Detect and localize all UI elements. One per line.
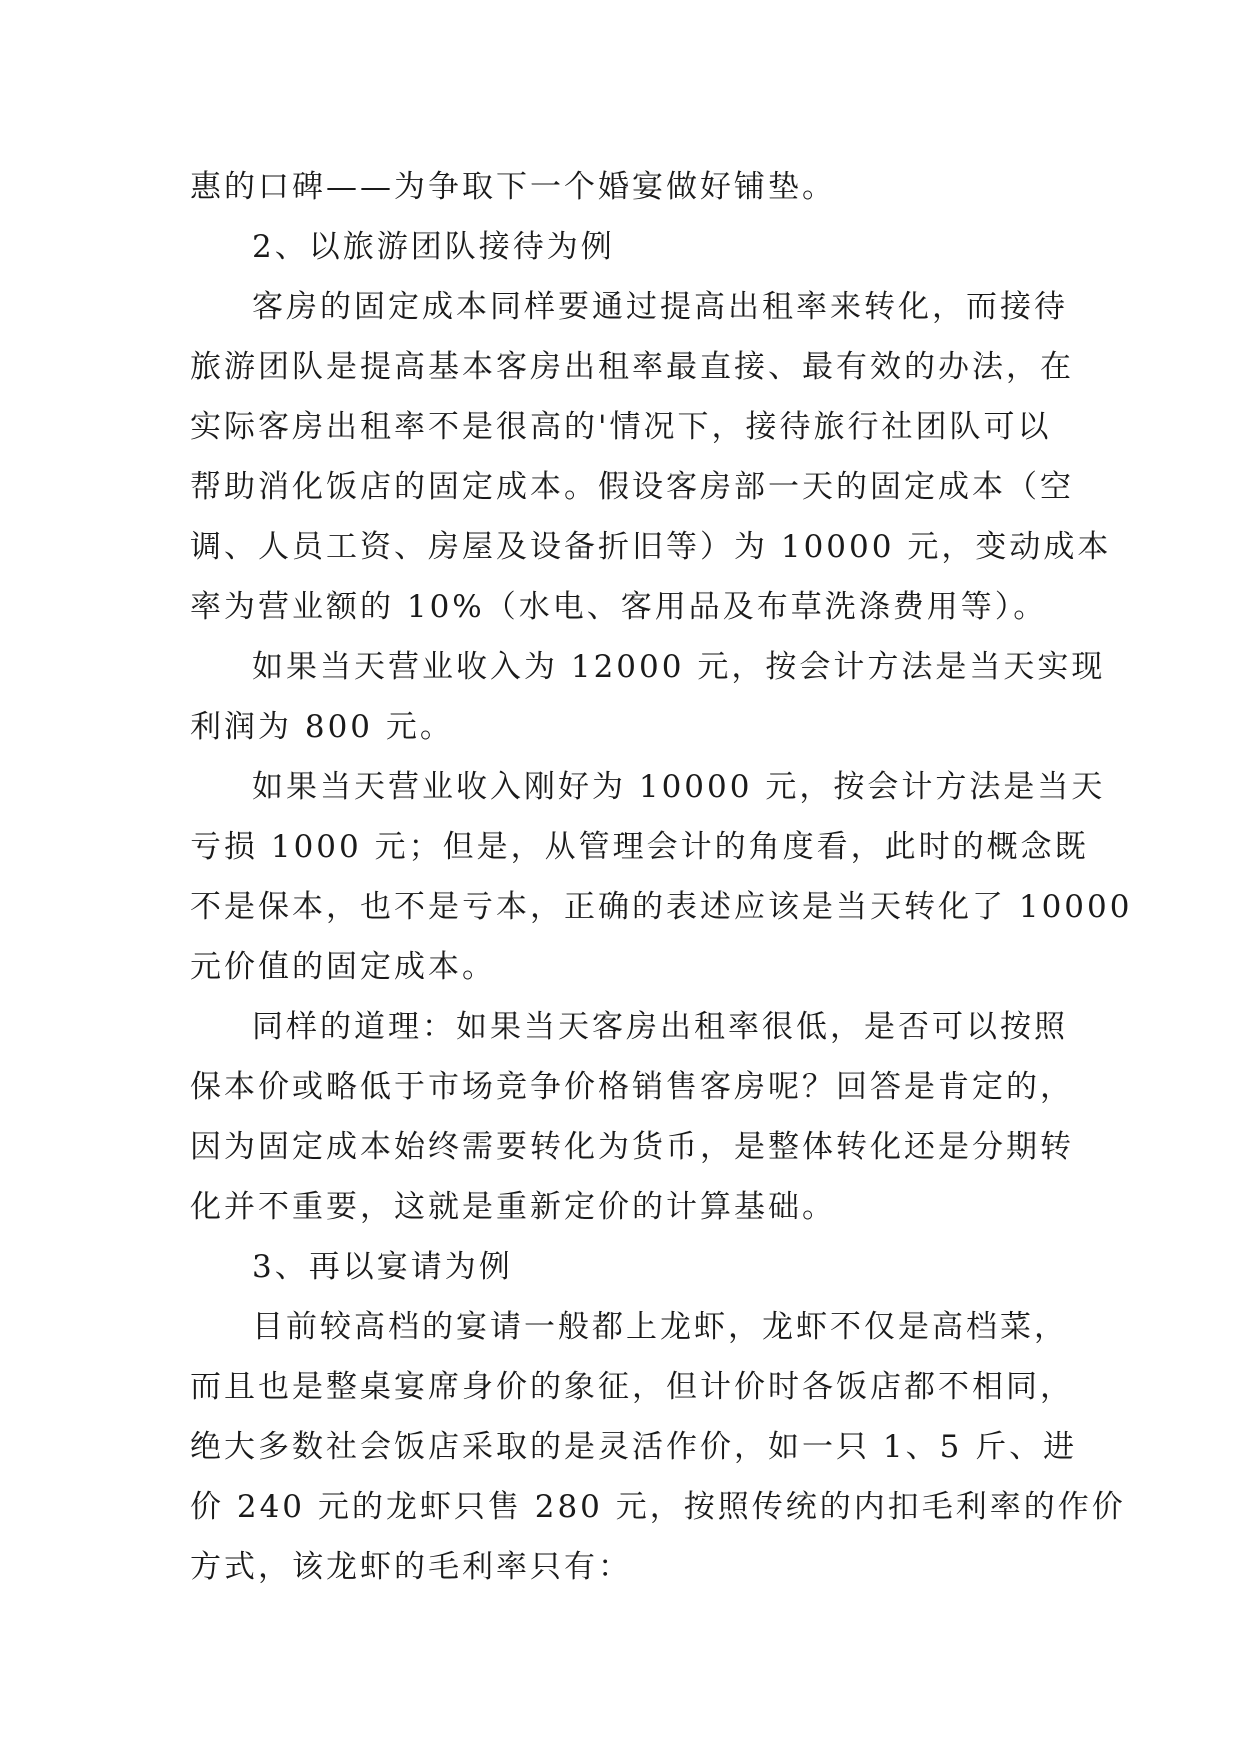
section-heading: 3、再以宴请为例 (252, 1249, 513, 1285)
text-line: 如果当天营业收入刚好为 10000 元，按会计方法是当天 (252, 769, 1106, 805)
text-line: 率为营业额的 10%（水电、客用品及布草洗涤费用等）。 (190, 589, 1048, 625)
text-line: 实际客房出租率不是很高的'情况下，接待旅行社团队可以 (190, 409, 1052, 445)
text-line: 利润为 800 元。 (190, 709, 454, 745)
text-line: 因为固定成本始终需要转化为货币，是整体转化还是分期转 (190, 1129, 1074, 1165)
text-line: 化并不重要，这就是重新定价的计算基础。 (190, 1189, 836, 1225)
text-line: 价 240 元的龙虾只售 280 元，按照传统的内扣毛利率的作价 (190, 1489, 1126, 1525)
text-line: 不是保本，也不是亏本，正确的表述应该是当天转化了 10000 (190, 889, 1133, 925)
text-line: 客房的固定成本同样要通过提高出租率来转化，而接待 (252, 289, 1068, 325)
text-line: 帮助消化饭店的固定成本。假设客房部一天的固定成本（空 (190, 469, 1074, 505)
document-body (190, 157, 1133, 1597)
text-line: 绝大多数社会饭店采取的是灵活作价，如一只 1、5 斤、进 (190, 1429, 1078, 1465)
text-line: 亏损 1000 元；但是，从管理会计的角度看，此时的概念既 (190, 829, 1089, 865)
text-line: 保本价或略低于市场竞争价格销售客房呢？回答是肯定的， (190, 1069, 1074, 1105)
text-line: 方式，该龙虾的毛利率只有： (190, 1549, 632, 1585)
text-line: 目前较高档的宴请一般都上龙虾，龙虾不仅是高档菜， (252, 1309, 1068, 1345)
text-line: 同样的道理：如果当天客房出租率很低，是否可以按照 (252, 1009, 1068, 1045)
text-line: 而且也是整桌宴席身价的象征，但计价时各饭店都不相同， (190, 1369, 1074, 1405)
text-line: 旅游团队是提高基本客房出租率最直接、最有效的办法，在 (190, 349, 1074, 385)
text-line: 如果当天营业收入为 12000 元，按会计方法是当天实现 (252, 649, 1106, 685)
section-heading: 2、以旅游团队接待为例 (252, 229, 615, 265)
text-line: 惠的口碑——为争取下一个婚宴做好铺垫。 (190, 169, 836, 205)
text-line: 元价值的固定成本。 (190, 949, 496, 985)
text-line: 调、人员工资、房屋及设备折旧等）为 10000 元，变动成本 (190, 529, 1112, 565)
